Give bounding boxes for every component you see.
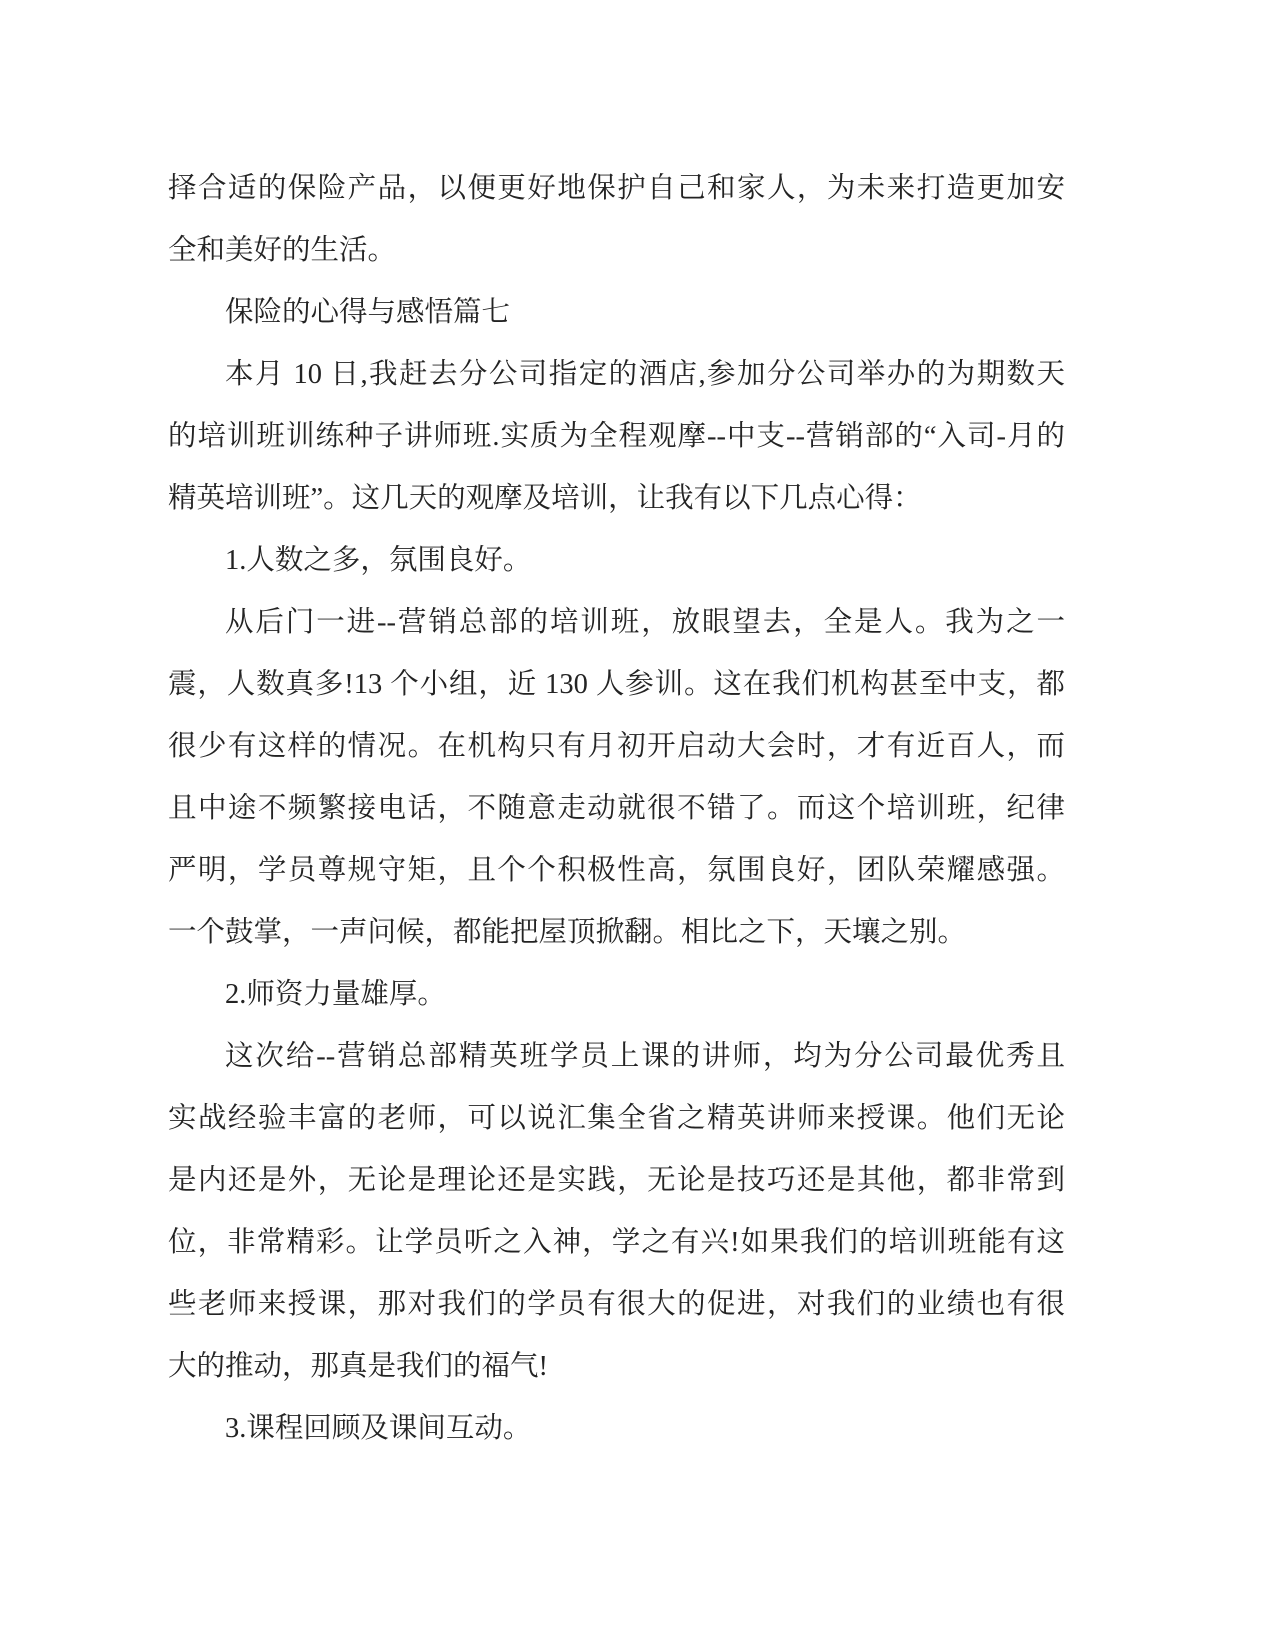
text-line: 择合适的保险产品，以便更好地保护自己和家人，为未来打造更加安 — [168, 173, 1065, 204]
text-line: 严明，学员尊规守矩，且个个积极性高，氛围良好，团队荣耀感强。 — [168, 855, 1065, 886]
text-line: 大的推动，那真是我们的福气! — [168, 1351, 548, 1382]
text-line: 的培训班训练种子讲师班.实质为全程观摩--中支--营销部的“入司-月的 — [168, 421, 1065, 452]
text-line: 全和美好的生活。 — [168, 235, 397, 266]
text-block — [168, 158, 1065, 1460]
text-line: 位，非常精彩。让学员听之入神，学之有兴!如果我们的培训班能有这 — [168, 1227, 1065, 1258]
text-line: 实战经验丰富的老师，可以说汇集全省之精英讲师来授课。他们无论 — [168, 1103, 1065, 1134]
text-line: 本月 10 日,我赶去分公司指定的酒店,参加分公司举办的为期数天 — [225, 359, 1065, 390]
text-line: 些老师来授课，那对我们的学员有很大的促进，对我们的业绩也有很 — [168, 1289, 1065, 1320]
text-line: 这次给--营销总部精英班学员上课的讲师，均为分公司最优秀且 — [225, 1041, 1065, 1072]
list-item-heading: 1.人数之多，氛围良好。 — [225, 545, 532, 576]
text-line: 很少有这样的情况。在机构只有月初开启动大会时，才有近百人，而 — [168, 731, 1065, 762]
text-line: 且中途不频繁接电话，不随意走动就很不错了。而这个培训班，纪律 — [168, 793, 1065, 824]
list-item-heading: 3.课程回顾及课间互动。 — [225, 1413, 532, 1444]
text-line: 是内还是外，无论是理论还是实践，无论是技巧还是其他，都非常到 — [168, 1165, 1065, 1196]
text-line: 一个鼓掌，一声问候，都能把屋顶掀翻。相比之下，天壤之别。 — [168, 917, 967, 948]
text-line: 震，人数真多!13 个小组，近 130 人参训。这在我们机构甚至中支，都 — [168, 669, 1065, 700]
list-item-heading: 2.师资力量雄厚。 — [225, 979, 446, 1010]
text-line: 精英培训班”。这几天的观摩及培训，让我有以下几点心得： — [168, 483, 922, 514]
text-line: 从后门一进--营销总部的培训班，放眼望去，全是人。我为之一 — [225, 607, 1065, 638]
section-heading: 保险的心得与感悟篇七 — [225, 297, 511, 328]
